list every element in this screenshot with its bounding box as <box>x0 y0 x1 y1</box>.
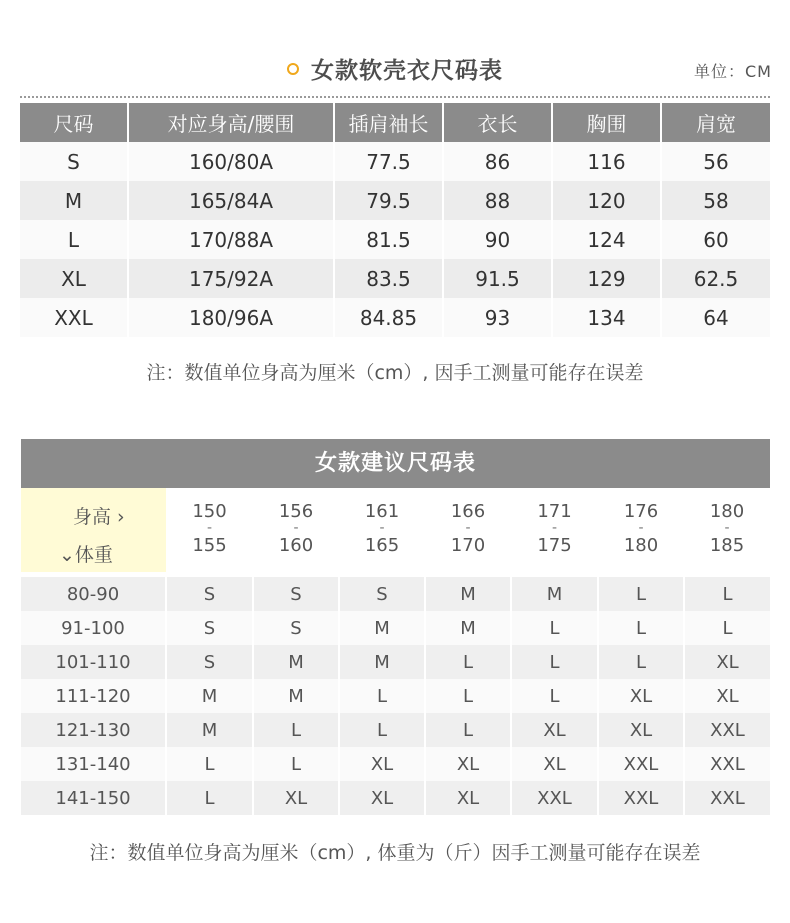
height-range-from: 166 <box>450 501 486 522</box>
size-chart-cell: 120 <box>552 181 661 220</box>
recommended-size-cell: M <box>166 679 253 713</box>
height-range-from: 176 <box>623 501 659 522</box>
size-chart-cell: 129 <box>552 259 661 298</box>
size-chart-cell: 58 <box>661 181 770 220</box>
recommended-size-cell: XL <box>511 713 598 747</box>
size-chart-cell: 93 <box>443 298 552 337</box>
weight-range-cell: 131-140 <box>21 747 166 781</box>
height-range-dash: - <box>465 520 471 536</box>
size-chart-cell: 81.5 <box>334 220 443 259</box>
size-chart-cell: 77.5 <box>334 142 443 181</box>
size-chart-cell: 62.5 <box>661 259 770 298</box>
size-chart-body <box>20 142 770 337</box>
recommended-size-cell: XL <box>598 679 684 713</box>
recommended-size-cell: L <box>598 611 684 645</box>
recommended-size-cell: XL <box>684 679 770 713</box>
height-range-cell <box>425 488 511 572</box>
size-chart-cell: 160/80A <box>128 142 334 181</box>
size-chart-cell: 180/96A <box>128 298 334 337</box>
recommended-size-cell: L <box>253 713 339 747</box>
recommended-size-cell: S <box>166 577 253 611</box>
recommended-size-cell: XXL <box>598 781 684 815</box>
height-range-cell <box>684 488 770 572</box>
recommend-chart-title: 女款建议尺码表 <box>21 439 770 488</box>
recommended-size-cell: L <box>684 611 770 645</box>
recommended-size-cell: L <box>684 577 770 611</box>
corner-cell <box>21 488 166 572</box>
height-range-from: 180 <box>709 501 745 522</box>
height-range-from: 161 <box>364 501 400 522</box>
recommended-size-cell: XXL <box>598 747 684 781</box>
size-chart-cell: XL <box>20 259 128 298</box>
size-chart-cell: M <box>20 181 128 220</box>
recommended-size-cell: L <box>339 713 425 747</box>
height-range-dash: - <box>551 520 558 536</box>
recommended-size-cell: L <box>253 747 339 781</box>
size-chart-cell: 124 <box>552 220 661 259</box>
recommended-size-cell: L <box>425 713 511 747</box>
height-axis-label: 身高 › <box>73 506 125 528</box>
size-chart-cell: 88 <box>443 181 552 220</box>
recommended-size-cell: S <box>253 611 339 645</box>
recommend-chart-row <box>21 645 770 679</box>
height-range-dash: - <box>724 520 730 536</box>
weight-range-cell: 80-90 <box>21 577 166 611</box>
size-chart-header-cell: 对应身高/腰围 <box>128 103 334 142</box>
height-range-to: 185 <box>709 535 745 556</box>
size-chart-table <box>20 103 770 337</box>
recommended-size-cell: L <box>511 645 598 679</box>
recommended-size-cell: XL <box>339 781 425 815</box>
height-range-dash: - <box>293 520 299 536</box>
size-chart-row <box>20 142 770 181</box>
recommended-size-cell: M <box>511 577 598 611</box>
height-range-from: 156 <box>278 501 314 522</box>
recommend-chart-table <box>21 577 770 815</box>
size-chart-header-cell: 肩宽 <box>661 103 770 142</box>
recommended-size-cell: L <box>425 679 511 713</box>
size-chart-cell: 91.5 <box>443 259 552 298</box>
weight-range-cell: 101-110 <box>21 645 166 679</box>
size-chart-cell: 64 <box>661 298 770 337</box>
recommended-size-cell: M <box>339 645 425 679</box>
height-range-dash: - <box>638 520 644 536</box>
size-chart-cell: 134 <box>552 298 661 337</box>
size-chart-cell: S <box>20 142 128 181</box>
recommended-size-cell: S <box>166 611 253 645</box>
recommended-size-cell: XL <box>253 781 339 815</box>
size-chart-cell: 56 <box>661 142 770 181</box>
size-chart-cell: 60 <box>661 220 770 259</box>
size-chart-row <box>20 259 770 298</box>
recommended-size-cell: M <box>425 577 511 611</box>
height-range-from: 150 <box>192 501 227 522</box>
recommended-size-cell: S <box>166 645 253 679</box>
size-chart-cell: 86 <box>443 142 552 181</box>
size-chart-row <box>20 181 770 220</box>
height-range-cell <box>166 488 253 572</box>
recommended-size-cell: L <box>511 611 598 645</box>
height-range-from: 171 <box>537 501 572 522</box>
size-chart-cell: 79.5 <box>334 181 443 220</box>
size-chart-cell: 175/92A <box>128 259 334 298</box>
size-chart-cell: 83.5 <box>334 259 443 298</box>
weight-range-cell: 111-120 <box>21 679 166 713</box>
recommend-chart-header <box>21 488 770 572</box>
size-chart-row <box>20 220 770 259</box>
size-chart-cell: XXL <box>20 298 128 337</box>
recommended-size-cell: XXL <box>684 713 770 747</box>
recommended-size-cell: XL <box>425 747 511 781</box>
size-chart-row <box>20 298 770 337</box>
recommended-size-cell: M <box>253 679 339 713</box>
recommended-size-cell: M <box>425 611 511 645</box>
weight-range-cell: 91-100 <box>21 611 166 645</box>
recommended-size-cell: XL <box>425 781 511 815</box>
weight-range-cell: 121-130 <box>21 713 166 747</box>
recommended-size-cell: L <box>339 679 425 713</box>
size-chart-header-row <box>20 103 770 142</box>
recommended-size-cell: XL <box>339 747 425 781</box>
size-chart-cell: 116 <box>552 142 661 181</box>
recommended-size-cell: S <box>339 577 425 611</box>
recommended-size-cell: L <box>598 645 684 679</box>
height-range-to: 175 <box>537 535 572 556</box>
size-chart-cell: 170/88A <box>128 220 334 259</box>
recommended-size-cell: M <box>166 713 253 747</box>
weight-axis-label: ⌄体重 <box>59 544 113 566</box>
recommended-size-cell: L <box>166 781 253 815</box>
dotted-divider <box>20 96 770 98</box>
recommended-size-cell: XL <box>684 645 770 679</box>
recommend-chart-row <box>21 781 770 815</box>
recommended-size-cell: M <box>339 611 425 645</box>
height-range-row <box>21 488 770 572</box>
recommended-size-cell: L <box>166 747 253 781</box>
size-chart-header-cell: 衣长 <box>443 103 552 142</box>
size-chart-cell: L <box>20 220 128 259</box>
size-chart-title-text: 女款软壳衣尺码表 <box>311 58 503 84</box>
height-range-cell <box>511 488 598 572</box>
size-chart-title <box>0 52 790 85</box>
height-range-to: 170 <box>450 535 486 556</box>
recommend-chart-row <box>21 577 770 611</box>
recommended-size-cell: XXL <box>511 781 598 815</box>
height-range-dash: - <box>206 520 213 536</box>
recommended-size-cell: L <box>511 679 598 713</box>
recommend-chart-row <box>21 611 770 645</box>
recommend-chart-row <box>21 747 770 781</box>
size-chart-header-cell: 插肩袖长 <box>334 103 443 142</box>
recommended-size-cell: XXL <box>684 747 770 781</box>
size-chart-cell: 90 <box>443 220 552 259</box>
size-chart-header-cell: 胸围 <box>552 103 661 142</box>
recommended-size-cell: L <box>425 645 511 679</box>
recommend-chart-note: 注：数值单位身高为厘米（cm）, 体重为（斤）因手工测量可能存在误差 <box>89 842 701 864</box>
weight-range-cell: 141-150 <box>21 781 166 815</box>
height-range-cell <box>339 488 425 572</box>
recommend-chart-body <box>21 577 770 815</box>
size-chart-cell: 165/84A <box>128 181 334 220</box>
height-range-dash: - <box>379 520 385 536</box>
recommend-chart-row <box>21 679 770 713</box>
height-range-to: 180 <box>623 535 659 556</box>
height-range-to: 160 <box>278 535 314 556</box>
recommend-chart-row <box>21 713 770 747</box>
height-range-cell <box>598 488 684 572</box>
unit-label: 单位：CM <box>694 62 772 81</box>
recommended-size-cell: XL <box>598 713 684 747</box>
size-chart-header-cell: 尺码 <box>20 103 128 142</box>
recommended-size-cell: XL <box>511 747 598 781</box>
recommended-size-cell: XXL <box>684 781 770 815</box>
size-chart-note: 注：数值单位身高为厘米（cm）, 因手工测量可能存在误差 <box>146 362 644 384</box>
recommended-size-cell: S <box>253 577 339 611</box>
height-range-to: 155 <box>192 535 227 556</box>
height-range-to: 165 <box>364 535 400 556</box>
recommended-size-cell: M <box>253 645 339 679</box>
circle-bullet-icon <box>287 63 299 75</box>
recommended-size-cell: L <box>598 577 684 611</box>
height-range-cell <box>253 488 339 572</box>
size-chart-cell: 84.85 <box>334 298 443 337</box>
